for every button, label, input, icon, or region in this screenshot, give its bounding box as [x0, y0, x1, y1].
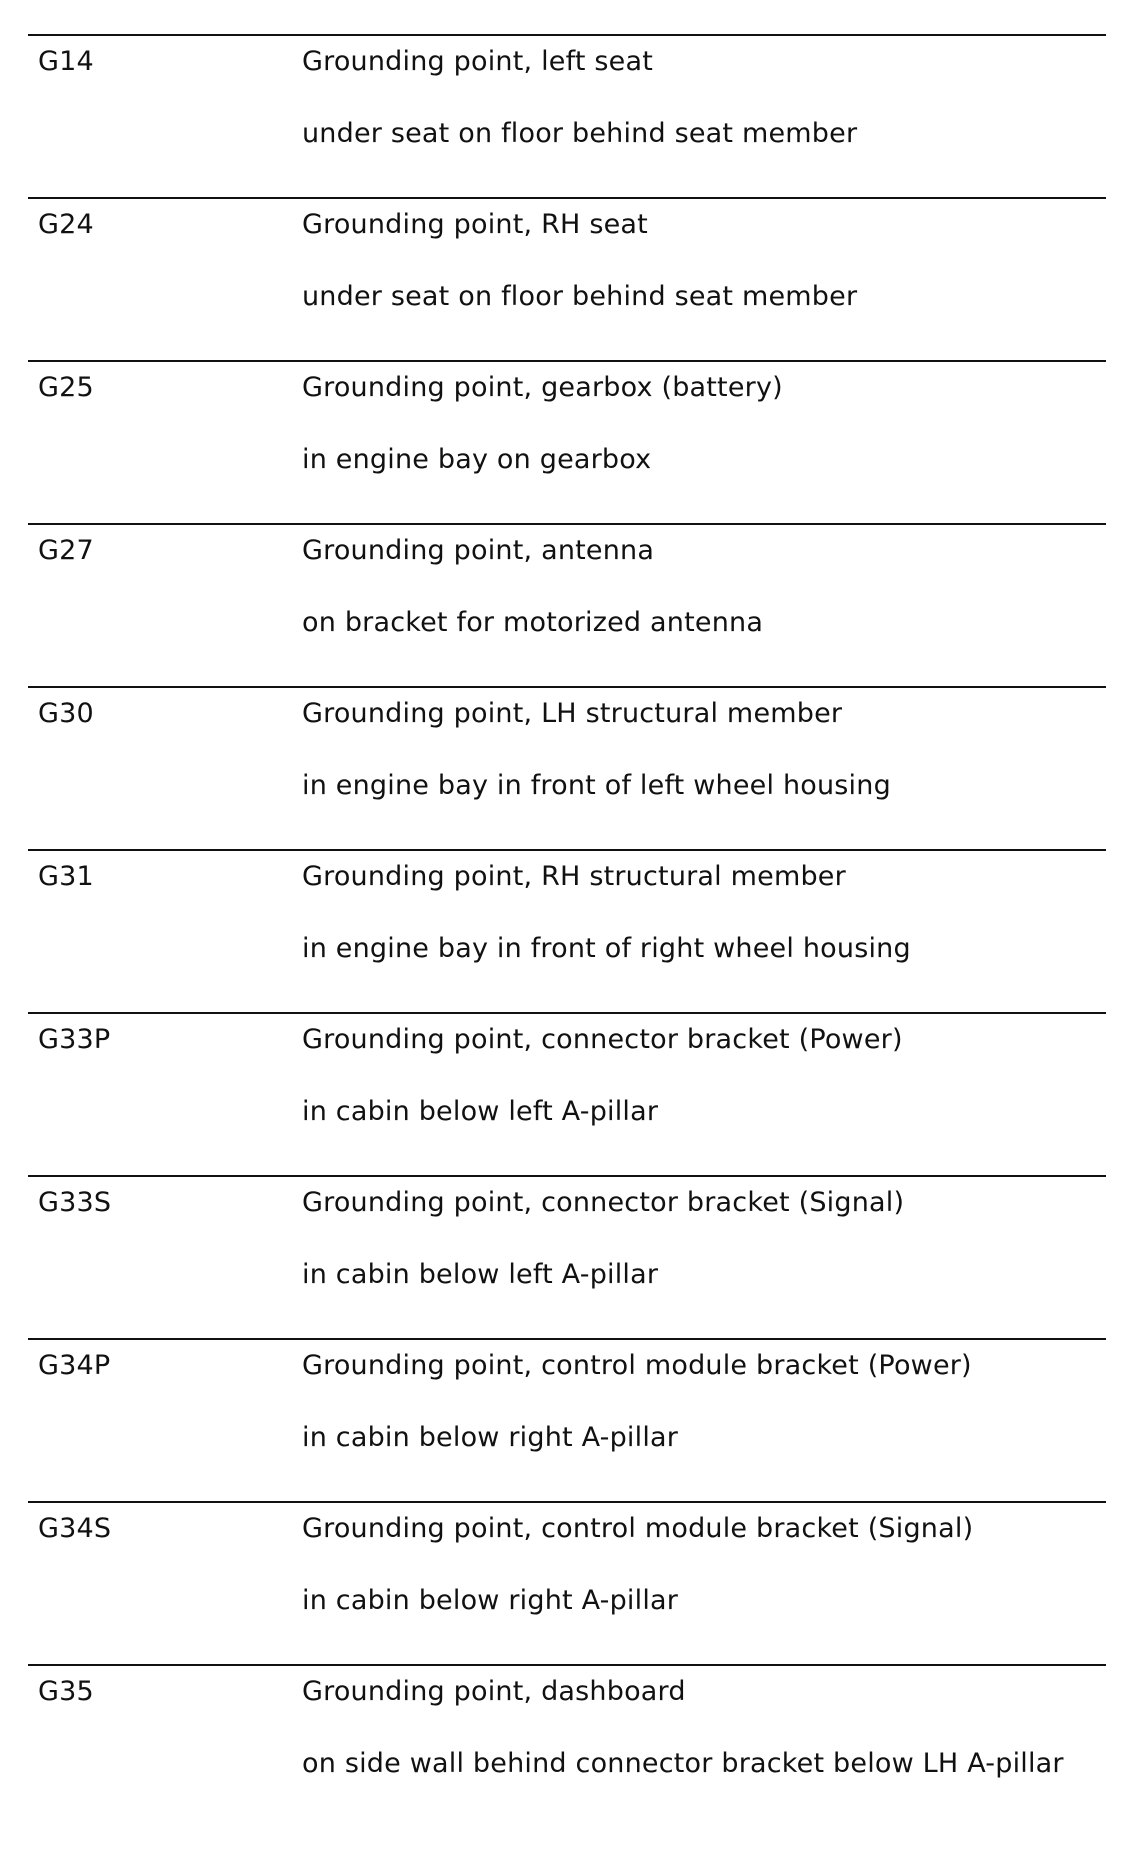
ground-title: Grounding point, control module bracket (Power) — [302, 1350, 972, 1381]
ground-location: under seat on floor behind seat member — [302, 281, 858, 312]
ground-code: G33S — [38, 1187, 112, 1218]
table-row — [28, 1501, 1106, 1664]
table-row — [28, 686, 1106, 849]
ground-title: Grounding point, connector bracket (Power) — [302, 1024, 903, 1055]
table-row — [28, 1012, 1106, 1175]
ground-location: on side wall behind connector bracket below LH A-pillar — [302, 1748, 1064, 1779]
ground-code: G35 — [38, 1676, 94, 1707]
ground-code: G31 — [38, 861, 94, 892]
ground-code: G27 — [38, 535, 94, 566]
ground-title: Grounding point, control module bracket (Signal) — [302, 1513, 974, 1544]
table-row — [28, 1175, 1106, 1338]
ground-code: G25 — [38, 372, 94, 403]
ground-location: under seat on floor behind seat member — [302, 118, 858, 149]
ground-title: Grounding point, gearbox (battery) — [302, 372, 783, 403]
ground-code: G33P — [38, 1024, 111, 1055]
ground-location: in cabin below right A-pillar — [302, 1422, 679, 1453]
ground-code: G14 — [38, 46, 94, 77]
grounding-points-table — [28, 34, 1106, 1827]
ground-title: Grounding point, RH structural member — [302, 861, 846, 892]
ground-title: Grounding point, left seat — [302, 46, 653, 77]
table-row — [28, 523, 1106, 686]
ground-location: in engine bay on gearbox — [302, 444, 652, 475]
ground-title: Grounding point, RH seat — [302, 209, 648, 240]
ground-title: Grounding point, dashboard — [302, 1676, 686, 1707]
table-row — [28, 34, 1106, 197]
ground-location: in engine bay in front of right wheel housing — [302, 933, 911, 964]
ground-location: in engine bay in front of left wheel housing — [302, 770, 891, 801]
table-row — [28, 849, 1106, 1012]
ground-code: G34P — [38, 1350, 111, 1381]
ground-location: in cabin below right A-pillar — [302, 1585, 679, 1616]
ground-code: G34S — [38, 1513, 112, 1544]
ground-location: in cabin below left A-pillar — [302, 1259, 659, 1290]
ground-title: Grounding point, connector bracket (Signal) — [302, 1187, 905, 1218]
table-row — [28, 360, 1106, 523]
ground-code: G24 — [38, 209, 94, 240]
table-row — [28, 197, 1106, 360]
ground-location: in cabin below left A-pillar — [302, 1096, 659, 1127]
ground-location: on bracket for motorized antenna — [302, 607, 764, 638]
ground-title: Grounding point, LH structural member — [302, 698, 843, 729]
table-row — [28, 1664, 1106, 1827]
ground-code: G30 — [38, 698, 94, 729]
table-row — [28, 1338, 1106, 1501]
ground-title: Grounding point, antenna — [302, 535, 655, 566]
